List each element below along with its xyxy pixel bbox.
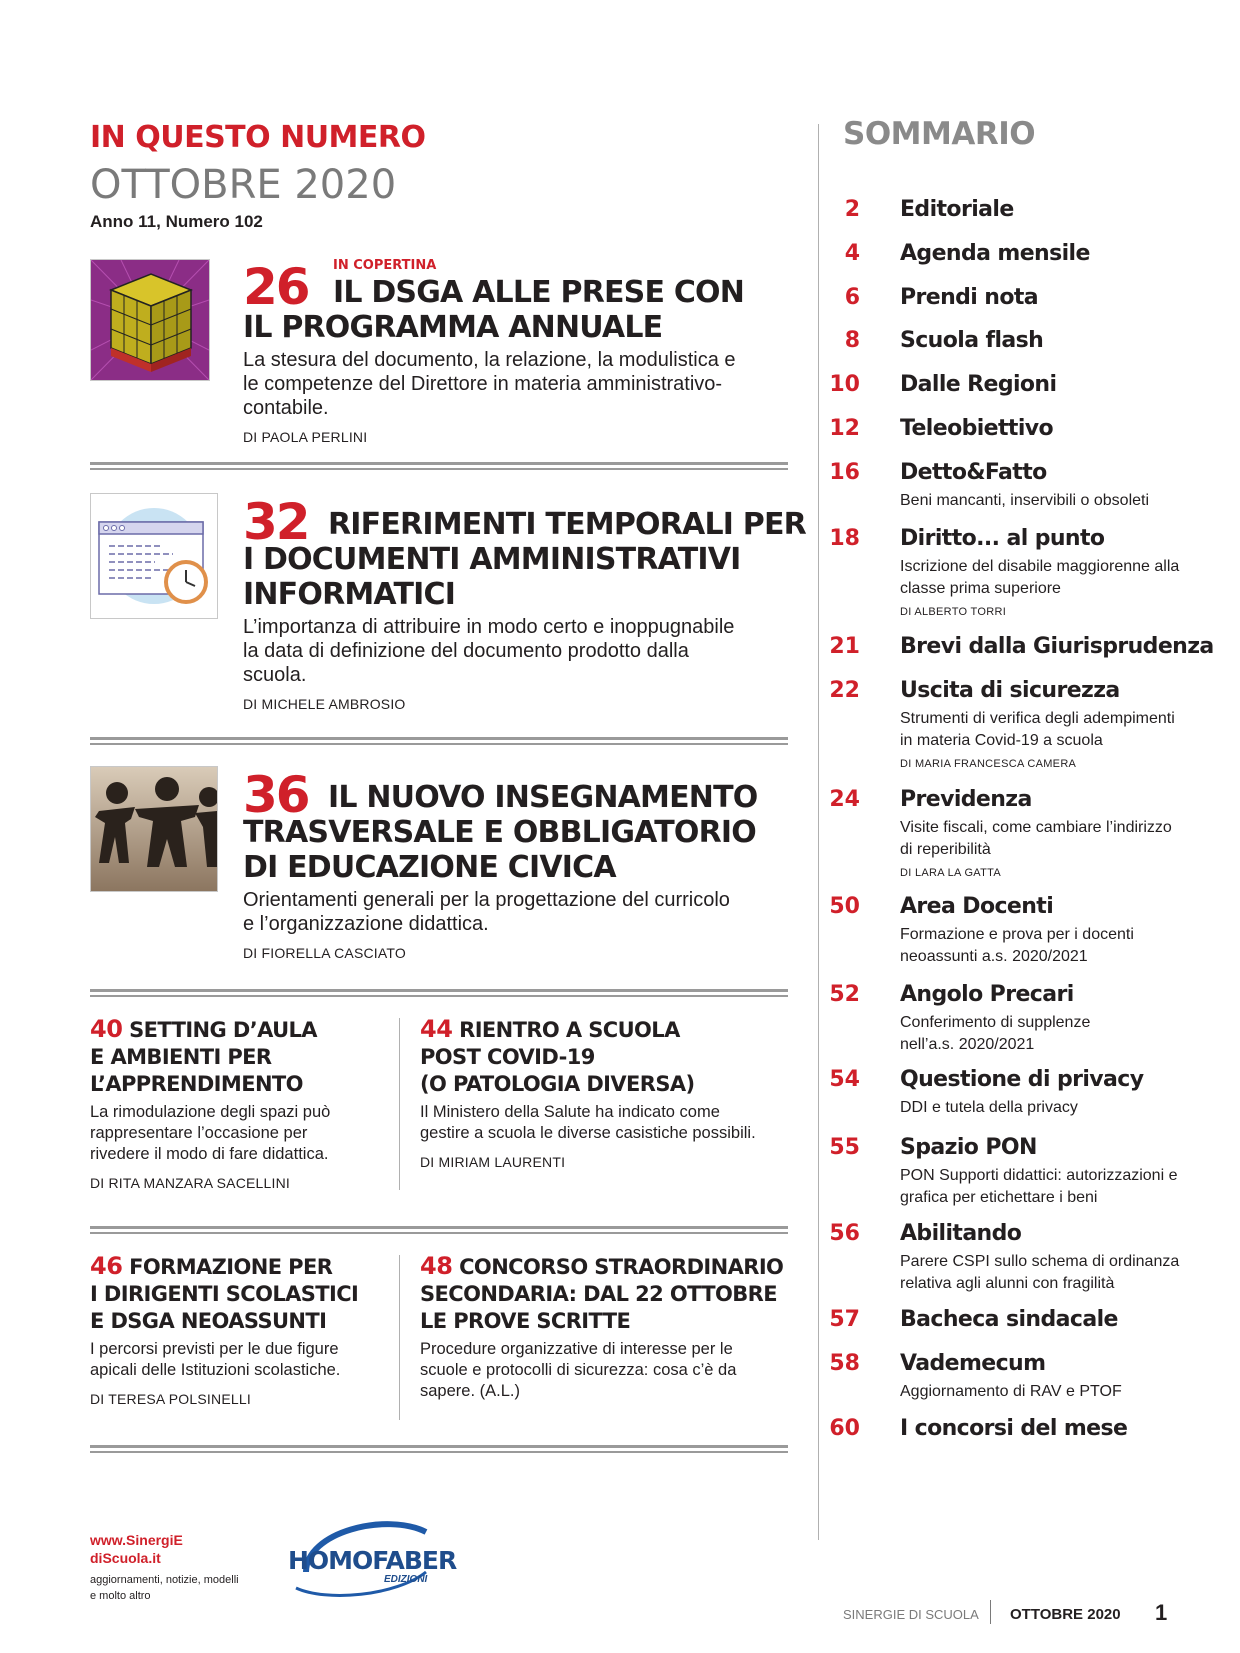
sommario-description: classe prima superiore: [900, 580, 1061, 597]
sommario-title: Prendi nota: [900, 285, 1039, 310]
footer-separator: [990, 1600, 991, 1624]
logo-sub-text: EDIZIONI: [384, 1574, 428, 1585]
sommario-page-number: 55: [829, 1135, 860, 1160]
sommario-description: neoassunti a.s. 2020/2021: [900, 948, 1088, 965]
sommario-title: Dalle Regioni: [900, 372, 1057, 397]
magazine-name: SINERGIE DI SCUOLA: [843, 1607, 979, 1622]
column-separator: [399, 1255, 400, 1420]
sommario-page-number: 60: [829, 1416, 860, 1441]
feature-title-line: TRASVERSALE E OBBLIGATORIO: [243, 815, 756, 850]
short-article-page: 44: [420, 1015, 453, 1043]
feature-title-line: DI EDUCAZIONE CIVICA: [243, 850, 616, 885]
feature-description: Orientamenti generali per la progettazione del curricolo e l’organizzazione didattica.: [243, 889, 730, 935]
sommario-title: Uscita di sicurezza: [900, 678, 1120, 703]
sommario-description: Aggiornamento di RAV e PTOF: [900, 1383, 1122, 1400]
feature-page-number: 36: [243, 766, 309, 824]
sommario-title: Brevi dalla Giurisprudenza: [900, 634, 1214, 659]
short-article-page: 48: [420, 1252, 453, 1280]
feature-byline: DI PAOLA PERLINI: [243, 429, 368, 445]
sommario-description: Parere CSPI sullo schema di ordinanza: [900, 1253, 1180, 1270]
sommario-title: Editoriale: [900, 197, 1014, 222]
feature-title-line: INFORMATICI: [243, 577, 456, 612]
sommario-description: Conferimento di supplenze: [900, 1014, 1091, 1031]
feature-title-line: RIFERIMENTI TEMPORALI PER: [328, 507, 806, 542]
section-kicker: IN QUESTO NUMERO: [90, 120, 426, 155]
sommario-title: I concorsi del mese: [900, 1416, 1128, 1441]
issue-month: OTTOBRE 2020: [90, 162, 397, 208]
footer-month: OTTOBRE 2020: [1010, 1606, 1121, 1623]
short-article-description: La rimodulazione degli spazi può rappresentare l’occasione per rivedere il modo di fare didattica.: [90, 1103, 331, 1163]
sommario-title: Vademecum: [900, 1351, 1046, 1376]
sommario-title: Bacheca sindacale: [900, 1307, 1118, 1332]
short-article-title-line: (O PATOLOGIA DIVERSA): [420, 1072, 695, 1096]
sommario-description: Beni mancanti, inservibili o obsoleti: [900, 492, 1150, 509]
sommario-description: grafica per etichettare i beni: [900, 1189, 1098, 1206]
sommario-page-number: 4: [844, 241, 860, 266]
sommario-description: di reperibilità: [900, 841, 991, 858]
sommario-heading: SOMMARIO: [843, 116, 1036, 152]
short-article-title-line: SECONDARIA: DAL 22 OTTOBRE: [420, 1282, 777, 1306]
feature-title-line: IL PROGRAMMA ANNUALE: [243, 310, 663, 345]
sommario-description: Visite fiscali, come cambiare l’indirizzo: [900, 819, 1172, 836]
sommario-page-number: 21: [829, 634, 860, 659]
column-separator: [399, 1018, 400, 1190]
short-article-title-line: E DSGA NEOASSUNTI: [90, 1309, 327, 1333]
sommario-page-number: 6: [844, 285, 860, 310]
sommario-title: Angolo Precari: [900, 982, 1074, 1007]
sommario-title: Scuola flash: [900, 328, 1044, 353]
homofaber-logo: [286, 1512, 457, 1602]
sommario-page-number: 57: [829, 1307, 860, 1332]
sommario-description: relativa agli alunni con fragilità: [900, 1275, 1115, 1292]
short-article-title-line: FORMAZIONE PER: [129, 1255, 333, 1279]
sommario-title: Agenda mensile: [900, 241, 1090, 266]
sommario-description: Strumenti di verifica degli adempimenti: [900, 710, 1175, 727]
short-article-title-line: LE PROVE SCRITTE: [420, 1309, 631, 1333]
sommario-page-number: 16: [829, 460, 860, 485]
feature-byline: DI FIORELLA CASCIATO: [243, 945, 406, 961]
short-article-title-line: POST COVID-19: [420, 1045, 595, 1069]
sommario-description: Formazione e prova per i docenti: [900, 926, 1134, 943]
website-link[interactable]: www.SinergiE diScuola.it: [90, 1532, 183, 1566]
feature-description: La stesura del documento, la relazione, la modulistica e le competenze del Direttore in materia amministrativo- contabile.: [243, 349, 736, 419]
short-article-byline: DI RITA MANZARA SACELLINI: [90, 1175, 291, 1191]
sommario-title: Abilitando: [900, 1221, 1022, 1246]
sommario-page-number: 52: [829, 982, 860, 1007]
sommario-page-number: 22: [829, 678, 860, 703]
sommario-page-number: 58: [829, 1351, 860, 1376]
sommario-page-number: 54: [829, 1067, 860, 1092]
short-article: [420, 1016, 790, 1170]
page-number: 1: [1155, 1600, 1168, 1625]
feature-byline: DI MICHELE AMBROSIO: [243, 696, 406, 712]
short-article-title-line: CONCORSO STRAORDINARIO: [459, 1255, 784, 1279]
feature-title-line: IL NUOVO INSEGNAMENTO: [328, 780, 758, 815]
feature-page-number: 26: [243, 258, 309, 316]
sommario-page-number: 18: [829, 526, 860, 551]
sommario-title: Diritto... al punto: [900, 526, 1105, 551]
sommario-description: in materia Covid-19 a scuola: [900, 732, 1103, 749]
short-article-title-line: RIENTRO A SCUOLA: [459, 1018, 680, 1042]
short-article: [420, 1253, 800, 1402]
sommario-page-number: 56: [829, 1221, 860, 1246]
sommario-page-number: 10: [829, 372, 860, 397]
issue-number: Anno 11, Numero 102: [90, 212, 263, 231]
logo-main-text: HOMOFABER: [288, 1546, 457, 1575]
feature-kicker: IN COPERTINA: [333, 258, 437, 273]
short-article-title-line: SETTING D’AULA: [129, 1018, 317, 1042]
sommario-title: Previdenza: [900, 787, 1032, 812]
sommario-page-number: 24: [829, 787, 860, 812]
sommario-title: Teleobiettivo: [900, 416, 1054, 441]
sommario-byline: DI MARIA FRANCESCA CAMERA: [900, 758, 1077, 770]
sommario-description: PON Supporti didattici: autorizzazioni e: [900, 1167, 1178, 1184]
short-article-description: Il Ministero della Salute ha indicato come gestire a scuola le diverse casistiche possibili.: [420, 1103, 756, 1142]
section-divider: [90, 989, 788, 997]
section-divider: [90, 1445, 788, 1453]
short-article-page: 46: [90, 1252, 123, 1280]
short-article-description: Procedure organizzative di interesse per le scuole e protocolli di sicurezza: cosa c’è da sapere. (A.L.): [420, 1340, 737, 1400]
sommario-title: Area Docenti: [900, 894, 1054, 919]
sommario-title: Questione di privacy: [900, 1067, 1144, 1092]
short-article-byline: DI MIRIAM LAURENTI: [420, 1154, 566, 1170]
short-article-title-line: I DIRIGENTI SCOLASTICI: [90, 1282, 359, 1306]
sommario-description: Iscrizione del disabile maggiorenne alla: [900, 558, 1180, 575]
sommario-title: Detto&Fatto: [900, 460, 1047, 485]
cover-cube-image: [90, 259, 210, 381]
short-article: [90, 1016, 390, 1191]
sommario-description: nell’a.s. 2020/2021: [900, 1036, 1035, 1053]
sommario-page-number: 2: [844, 197, 860, 222]
feature-title-line: IL DSGA ALLE PRESE CON: [333, 275, 745, 310]
short-article-title-line: E AMBIENTI PER: [90, 1045, 272, 1069]
sommario-description: DDI e tutela della privacy: [900, 1099, 1078, 1116]
sommario-byline: DI ALBERTO TORRI: [900, 606, 1007, 618]
section-divider: [90, 462, 788, 470]
short-article-title-line: L’APPRENDIMENTO: [90, 1072, 303, 1096]
website-tagline: aggiornamenti, notizie, modelli e molto altro: [90, 1574, 239, 1602]
short-article-page: 40: [90, 1015, 123, 1043]
feature-page-number: 32: [243, 493, 309, 551]
feature-title-line: I DOCUMENTI AMMINISTRATIVI: [243, 542, 741, 577]
short-article-byline: DI TERESA POLSINELLI: [90, 1391, 251, 1407]
section-divider: [90, 1226, 788, 1234]
sommario-byline: DI LARA LA GATTA: [900, 867, 1001, 879]
calendar-clock-image: [90, 493, 218, 619]
sommario-title: Spazio PON: [900, 1135, 1037, 1160]
sommario-page-number: 8: [844, 328, 860, 353]
section-divider: [90, 737, 788, 745]
short-article-description: I percorsi previsti per le due figure apicali delle Istituzioni scolastiche.: [90, 1340, 341, 1379]
sommario-page-number: 12: [829, 416, 860, 441]
feature-description: L’importanza di attribuire in modo certo e inoppugnabile la data di definizione del documento prodotto dalla scuola.: [243, 616, 735, 686]
short-article: [90, 1253, 390, 1407]
sommario-page-number: 50: [829, 894, 860, 919]
paper-figures-image: [90, 766, 218, 892]
